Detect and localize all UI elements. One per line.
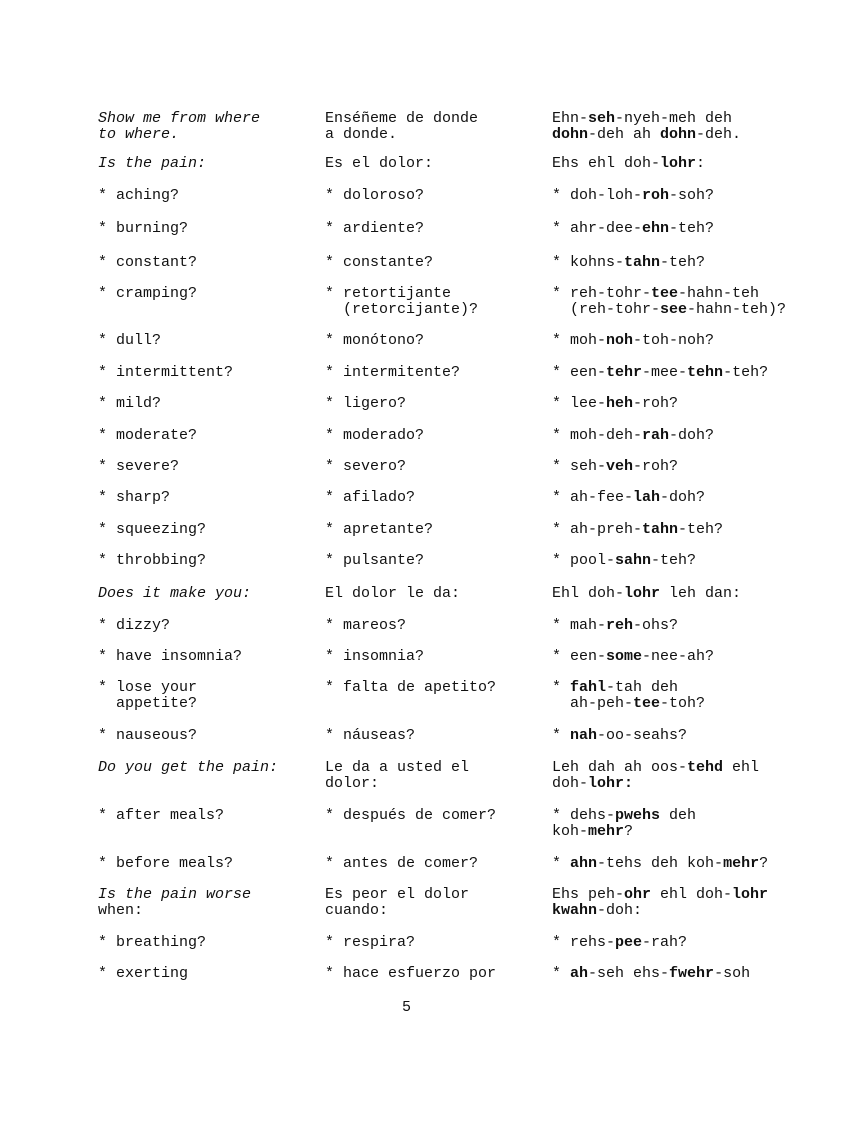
english-text: Is the pain: (98, 155, 207, 172)
pronunciation-segment: -tah deh ah-peh- (570, 679, 679, 712)
pronunciation-segment: -seh ehs- (588, 965, 670, 982)
pronunciation-segment: -nyeh-meh deh (615, 110, 733, 127)
english-phrase (98, 221, 318, 237)
pronunciation-segment: -rah? (642, 934, 688, 951)
english-phrase (98, 459, 318, 475)
pronunciation-segment: ehl doh- (552, 759, 760, 792)
stressed-syllable: lohr: (588, 775, 634, 792)
english-text-continuation: when: (98, 902, 144, 919)
pronunciation-segment: * een- (552, 364, 607, 381)
pronunciation-segment: : (696, 155, 706, 172)
stressed-syllable: kwahn (552, 902, 598, 919)
stressed-syllable: ahn (570, 855, 598, 872)
pronunciation (552, 188, 852, 204)
stressed-syllable: rah (642, 427, 670, 444)
pronunciation-segment: * seh- (552, 458, 607, 475)
stressed-syllable: lohr (624, 585, 661, 602)
stressed-syllable: tahn (624, 254, 661, 271)
pronunciation (552, 396, 852, 412)
english-text: * throbbing? (98, 552, 207, 569)
spanish-phrase: * náuseas? (325, 727, 416, 744)
english-text: * before meals? (98, 855, 234, 872)
english-text: * moderate? (98, 427, 198, 444)
stressed-syllable: veh (606, 458, 634, 475)
pronunciation-segment: * reh-tohr- (552, 285, 652, 302)
english-phrase (98, 856, 318, 872)
stressed-syllable: tahn (642, 521, 679, 538)
pronunciation-segment: Ehs peh- (552, 886, 625, 903)
english-phrase (98, 255, 318, 271)
pronunciation (552, 553, 852, 569)
pronunciation (552, 760, 852, 792)
english-text: Is the pain worse (98, 886, 252, 903)
pronunciation-segment: -teh? (660, 254, 706, 271)
english-phrase (98, 156, 318, 172)
stressed-syllable: mehr (723, 855, 760, 872)
english-phrase (98, 396, 318, 412)
pronunciation-segment: * (552, 965, 571, 982)
spanish-phrase: * doloroso? (325, 187, 425, 204)
spanish-phrase: * antes de comer? (325, 855, 479, 872)
pronunciation-segment: * (552, 855, 571, 872)
pronunciation-segment: * een- (552, 648, 607, 665)
spanish-phrase: * moderado? (325, 427, 425, 444)
pronunciation-segment: * ahr-dee- (552, 220, 643, 237)
english-text: * nauseous? (98, 727, 198, 744)
pronunciation-segment: -teh? (651, 552, 697, 569)
pronunciation-segment: -oo-seahs? (597, 727, 688, 744)
english-text: * mild? (98, 395, 162, 412)
pronunciation-segment: * mah- (552, 617, 607, 634)
english-text: * exerting (98, 965, 189, 982)
stressed-syllable: dohn (660, 126, 697, 143)
pronunciation (552, 935, 852, 951)
pronunciation-segment: * (552, 679, 571, 696)
english-phrase (98, 333, 318, 349)
pronunciation-segment: -doh? (660, 489, 706, 506)
english-phrase (98, 188, 318, 204)
pronunciation-segment: -toh? (660, 695, 706, 712)
english-phrase (98, 808, 318, 824)
page-number: 5 (401, 999, 411, 1016)
spanish-phrase: * falta de apetito? (325, 679, 497, 696)
stressed-syllable: ah (570, 965, 589, 982)
english-text: Do you get the pain: (98, 759, 279, 776)
pronunciation-segment: -toh-noh? (633, 332, 715, 349)
stressed-syllable: lah (633, 489, 661, 506)
spanish-phrase: * respira? (325, 934, 416, 951)
english-text: * squeezing? (98, 521, 207, 538)
spanish-phrase: Es peor el dolor cuando: (325, 886, 470, 919)
pronunciation-segment: -hahn-teh (reh-tohr- (570, 285, 760, 318)
stressed-syllable: noh (606, 332, 634, 349)
pronunciation-segment: -doh? (669, 427, 715, 444)
pronunciation (552, 255, 852, 271)
pronunciation (552, 333, 852, 349)
stressed-syllable: roh (642, 187, 670, 204)
english-phrase (98, 586, 318, 602)
pronunciation-segment: * (552, 727, 571, 744)
pronunciation-segment: * lee- (552, 395, 607, 412)
spanish-phrase: * retortijante (retorcijante)? (325, 285, 479, 318)
pronunciation (552, 887, 852, 919)
english-phrase (98, 966, 318, 982)
pronunciation (552, 156, 852, 172)
stressed-syllable: some (606, 648, 643, 665)
english-text: * intermittent? (98, 364, 234, 381)
stressed-syllable: tehr (606, 364, 643, 381)
english-phrase (98, 887, 318, 919)
english-phrase (98, 428, 318, 444)
pronunciation-segment: ehl doh- (651, 886, 733, 903)
pronunciation-segment: -tehs deh koh- (597, 855, 724, 872)
pronunciation-segment: -ohs? (633, 617, 679, 634)
pronunciation-segment: * ah-preh- (552, 521, 643, 538)
english-text: * breathing? (98, 934, 207, 951)
pronunciation (552, 808, 852, 840)
pronunciation-segment: -doh: (597, 902, 643, 919)
english-phrase (98, 935, 318, 951)
pronunciation (552, 728, 852, 744)
pronunciation-segment: * doh-loh- (552, 187, 643, 204)
english-text: * aching? (98, 187, 180, 204)
stressed-syllable: pee (615, 934, 643, 951)
stressed-syllable: dohn (552, 126, 589, 143)
stressed-syllable: seh (588, 110, 616, 127)
pronunciation (552, 365, 852, 381)
spanish-phrase: * ligero? (325, 395, 407, 412)
english-text: * constant? (98, 254, 198, 271)
spanish-phrase: * ardiente? (325, 220, 425, 237)
pronunciation-segment: -deh ah (588, 126, 661, 143)
pronunciation-segment: * dehs- (552, 807, 616, 824)
spanish-phrase: Enséñeme de donde a donde. (325, 110, 479, 143)
pronunciation-segment: -deh. (696, 126, 742, 143)
pronunciation-segment: ? (759, 855, 769, 872)
stressed-syllable: ohr (624, 886, 652, 903)
pronunciation-segment: Ehs ehl doh- (552, 155, 661, 172)
english-text: * burning? (98, 220, 189, 237)
pronunciation-segment: -soh (714, 965, 751, 982)
pronunciation-segment: -soh? (669, 187, 715, 204)
english-text: * cramping? (98, 285, 198, 302)
pronunciation-segment: -mee- (642, 364, 688, 381)
pronunciation-segment: deh koh- (552, 807, 697, 840)
stressed-syllable: tehd (687, 759, 724, 776)
stressed-syllable: lohr (732, 886, 769, 903)
pronunciation-segment: -teh? (723, 364, 769, 381)
english-text: * dizzy? (98, 617, 171, 634)
spanish-phrase: * insomnia? (325, 648, 425, 665)
english-phrase (98, 649, 318, 665)
pronunciation-segment: ? (624, 823, 634, 840)
pronunciation-segment: -nee-ah? (642, 648, 715, 665)
stressed-syllable: pwehs (615, 807, 661, 824)
spanish-phrase: * mareos? (325, 617, 407, 634)
stressed-syllable: heh (606, 395, 634, 412)
english-phrase (98, 618, 318, 634)
english-text: * after meals? (98, 807, 225, 824)
pronunciation (552, 221, 852, 237)
pronunciation-segment: -roh? (633, 395, 679, 412)
pronunciation-segment: leh dan: (660, 585, 742, 602)
pronunciation (552, 680, 852, 712)
english-phrase (98, 553, 318, 569)
english-text: * sharp? (98, 489, 171, 506)
english-phrase (98, 286, 318, 302)
pronunciation (552, 966, 852, 982)
stressed-syllable: tee (651, 285, 679, 302)
spanish-phrase: * apretante? (325, 521, 434, 538)
spanish-phrase: Le da a usted el dolor: (325, 759, 470, 792)
pronunciation (552, 428, 852, 444)
english-phrase (98, 760, 318, 776)
pronunciation-segment: * ah-fee- (552, 489, 634, 506)
stressed-syllable: fwehr (669, 965, 715, 982)
english-phrase (98, 522, 318, 538)
pronunciation-segment: -teh? (669, 220, 715, 237)
stressed-syllable: see (660, 301, 688, 318)
english-phrase (98, 111, 318, 143)
english-text: Does it make you: (98, 585, 252, 602)
spanish-phrase: * afilado? (325, 489, 416, 506)
english-text: Show me from where to where. (98, 110, 261, 143)
english-text: * dull? (98, 332, 162, 349)
pronunciation-segment: * moh-deh- (552, 427, 643, 444)
spanish-phrase: * constante? (325, 254, 434, 271)
pronunciation (552, 490, 852, 506)
pronunciation-segment: -teh? (678, 521, 724, 538)
pronunciation-segment: * pool- (552, 552, 616, 569)
pronunciation (552, 649, 852, 665)
english-text: * lose your appetite? (98, 679, 198, 712)
pronunciation (552, 459, 852, 475)
pronunciation (552, 856, 852, 872)
pronunciation-segment: * rehs- (552, 934, 616, 951)
pronunciation-segment: Ehn- (552, 110, 589, 127)
pronunciation (552, 286, 852, 318)
stressed-syllable: reh (606, 617, 634, 634)
english-phrase (98, 728, 318, 744)
stressed-syllable: sahn (615, 552, 652, 569)
pronunciation (552, 522, 852, 538)
english-text: * have insomnia? (98, 648, 243, 665)
pronunciation-segment: -hahn-teh)? (687, 301, 787, 318)
stressed-syllable: mehr (588, 823, 625, 840)
english-phrase (98, 680, 318, 712)
pronunciation (552, 586, 852, 602)
spanish-phrase: * hace esfuerzo por (325, 965, 497, 982)
pronunciation (552, 111, 852, 143)
pronunciation-segment: * moh- (552, 332, 607, 349)
pronunciation-segment: * kohns- (552, 254, 625, 271)
pronunciation-segment: -roh? (633, 458, 679, 475)
stressed-syllable: tee (633, 695, 661, 712)
english-phrase (98, 490, 318, 506)
spanish-phrase: Es el dolor: (325, 155, 434, 172)
pronunciation-segment: Leh dah ah oos- (552, 759, 688, 776)
spanish-phrase: * intermitente? (325, 364, 461, 381)
pronunciation (552, 618, 852, 634)
english-text: * severe? (98, 458, 180, 475)
spanish-phrase: El dolor le da: (325, 585, 461, 602)
stressed-syllable: tehn (687, 364, 724, 381)
spanish-phrase: * pulsante? (325, 552, 425, 569)
spanish-phrase: * severo? (325, 458, 407, 475)
stressed-syllable: nah (570, 727, 598, 744)
english-phrase (98, 365, 318, 381)
spanish-phrase: * monótono? (325, 332, 425, 349)
spanish-phrase: * después de comer? (325, 807, 497, 824)
stressed-syllable: ehn (642, 220, 670, 237)
stressed-syllable: lohr (660, 155, 697, 172)
pronunciation-segment: Ehl doh- (552, 585, 625, 602)
stressed-syllable: fahl (570, 679, 607, 696)
